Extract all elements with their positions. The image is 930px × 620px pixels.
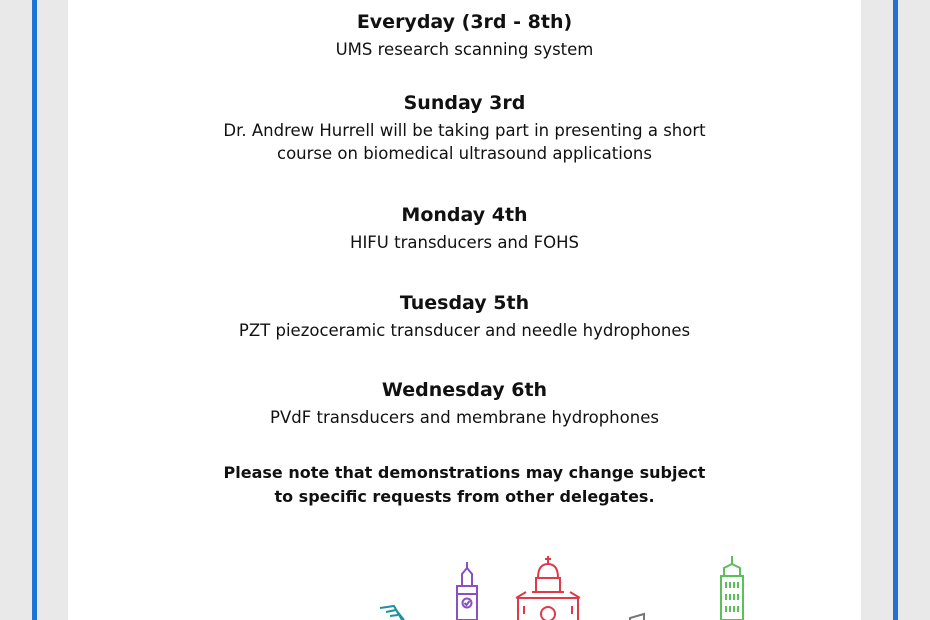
day-heading: Everyday (3rd - 8th) (356, 11, 573, 33)
day-heading: Monday 4th (401, 204, 528, 226)
green-skyscraper-icon (721, 556, 743, 620)
schedule-entry-monday (68, 203, 861, 254)
note-line-1: Please note that demonstrations may change subject (223, 463, 706, 482)
teal-building-icon (380, 606, 404, 620)
day-description: HIFU transducers and FOHS (350, 233, 579, 252)
schedule-card (68, 0, 861, 620)
day-description: UMS research scanning system (335, 40, 594, 59)
day-description: PVdF transducers and membrane hydrophones (270, 408, 659, 427)
note-line-2: to specific requests from other delegates. (274, 487, 655, 506)
day-heading: Sunday 3rd (403, 92, 526, 114)
demonstration-note (68, 461, 861, 509)
day-description: PZT piezoceramic transducer and needle hydrophones (238, 321, 691, 340)
day-description-line-2: course on biomedical ultrasound applications (277, 144, 652, 163)
schedule-entry-sunday (68, 91, 861, 165)
red-cathedral-icon (516, 556, 580, 620)
schedule-entry-tuesday (68, 291, 861, 342)
day-heading: Tuesday 5th (399, 292, 530, 314)
right-frame-border (893, 0, 898, 620)
schedule-entry-wednesday (68, 378, 861, 429)
schedule-entry-everyday (68, 10, 861, 61)
city-skyline-illustration (68, 540, 861, 620)
gray-building-icon (630, 614, 644, 620)
day-heading: Wednesday 6th (381, 379, 548, 401)
day-description-line-1: Dr. Andrew Hurrell will be taking part in presenting a short (223, 121, 706, 140)
left-frame-border (32, 0, 37, 620)
purple-tower-icon (457, 562, 477, 620)
